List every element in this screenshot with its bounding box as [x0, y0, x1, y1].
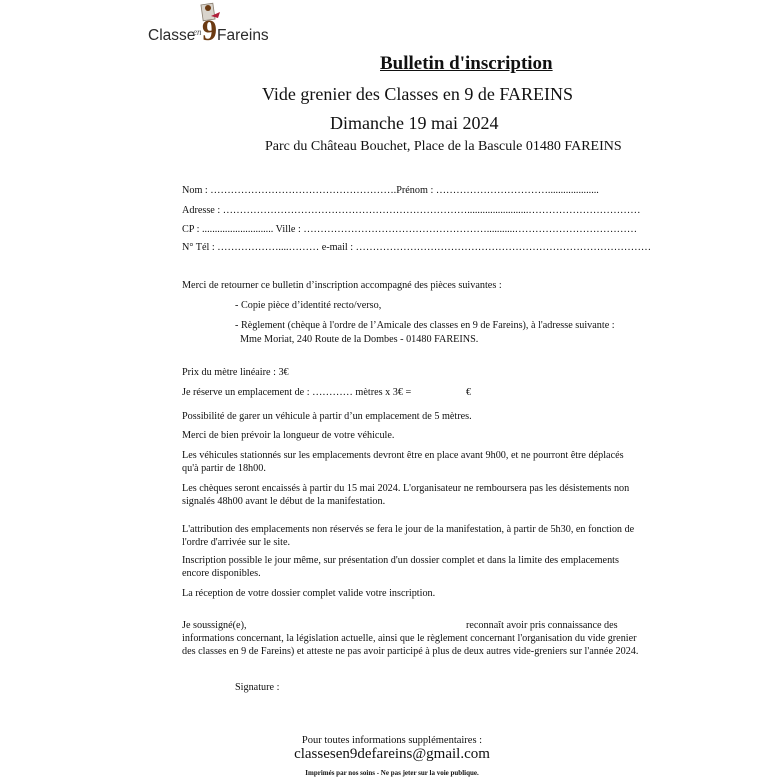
field-nom-prenom: Nom : ……………………………………………….Prénom : ……………………………....................	[182, 185, 599, 196]
event-subtitle: Vide grenier des Classes en 9 de FAREINS	[262, 84, 574, 104]
documents-item-id: - Copie pièce d’identité recto/verso,	[235, 300, 382, 311]
documents-item-payment: - Règlement (chèque à l'ordre de l’Amicale des classes en 9 de Fareins), à l'adresse suivante :	[235, 320, 615, 331]
footer-printed-notice: Imprimés par nos soins - Ne pas jeter sur la voie publique.	[305, 769, 479, 777]
declaration-reconnait: reconnaît avoir pris connaissance des	[466, 620, 618, 631]
logo	[146, 2, 270, 52]
event-date: Dimanche 19 mai 2024	[330, 113, 499, 133]
paragraph-vehicles-hours: Les véhicules stationnés sur les emplacements devront être en place avant 9h00, et ne pourront être déplacés qu'à partir de 18h00.	[182, 450, 624, 474]
paragraph-same-day: Inscription possible le jour même, sur présentation d'un dossier complet et dans la limite des emplacements encore disponibles.	[182, 555, 619, 579]
field-tel-email: N° Tél : ………………....……… e-mail : ……………………………………………………………………………	[182, 242, 652, 253]
documents-intro: Merci de retourner ce bulletin d’inscription accompagné des pièces suivantes :	[182, 280, 502, 291]
footer-info: Pour toutes informations supplémentaires :	[301, 735, 483, 746]
paragraph-parking: Possibilité de garer un véhicule à partir d’un emplacement de 5 mètres.	[182, 411, 472, 422]
paragraph-vehicle-length: Merci de bien prévoir la longueur de votre véhicule.	[182, 430, 395, 441]
signature-label: Signature :	[235, 682, 280, 693]
declaration-text: informations concernant, la législation actuelle, ainsi que le règlement concernant l'organisation du vide grenier des classes en 9 de Fareins) et atteste ne pas avoir participé à plus de deux autres vide-greniers sur l'année 2024.	[182, 633, 639, 657]
event-place: Parc du Château Bouchet, Place de la Bascule 01480 FAREINS	[265, 139, 622, 154]
logo-nine: 9	[202, 14, 217, 47]
reservation-euro: €	[466, 387, 472, 398]
paragraph-cheques: Les chèques seront encaissés à partir du 15 mai 2024. L'organisateur ne remboursera pas les désistements non signalés 48h00 avant le début de la manifestation.	[182, 483, 630, 507]
page-title: Bulletin d'inscription	[380, 53, 553, 74]
logo-en: en	[193, 27, 202, 37]
reservation-line: Je réserve un emplacement de : ………… mètres x 3€ =	[182, 387, 412, 398]
price-per-meter: Prix du mètre linéaire : 3€	[182, 367, 289, 378]
paragraph-attribution: L'attribution des emplacements non réservés se fera le jour de la manifestation, à partir de 5h30, en fonction de l'ordre d'arrivée sur le site.	[182, 524, 635, 548]
documents-item-address: Mme Moriat, 240 Route de la Dombes - 01480 FAREINS.	[240, 334, 479, 345]
logo-prefix: Classe	[148, 27, 196, 44]
paragraph-validation: La réception de votre dossier complet valide votre inscription.	[182, 588, 436, 599]
footer-email: classesen9defareins@gmail.com	[294, 746, 490, 762]
field-cp-ville: CP : ............................ Ville : ………………………………………………...........………………………………	[182, 224, 638, 235]
declaration-soussigne: Je soussigné(e),	[182, 620, 247, 631]
field-adresse: Adresse : ………………………………………………………………........................……………………………	[182, 205, 641, 216]
logo-suffix: Fareins	[217, 27, 269, 44]
